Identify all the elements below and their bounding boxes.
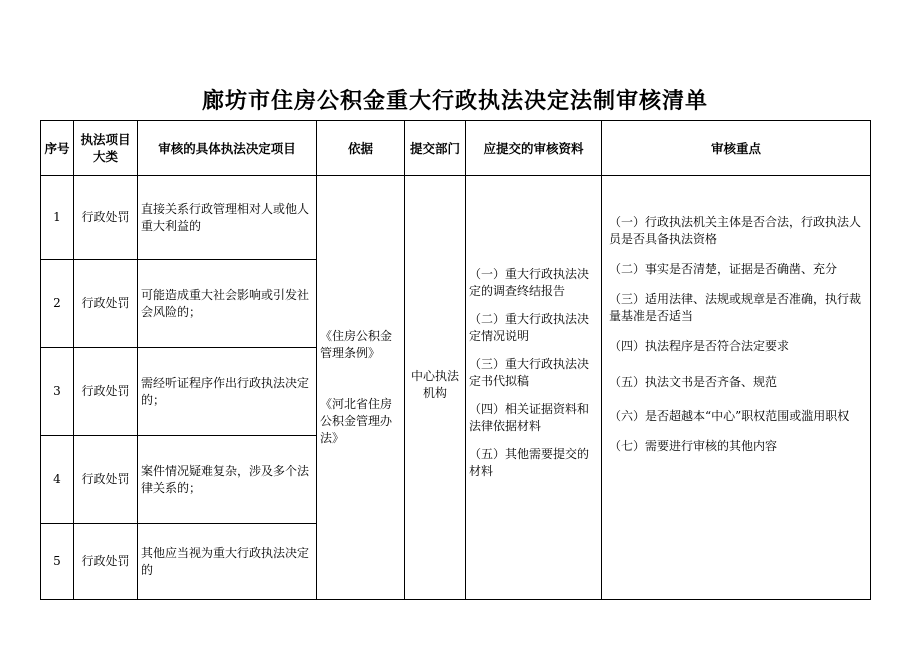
- review-table: [40, 120, 871, 600]
- material-item: （二）重大行政执法决定情况说明: [469, 312, 590, 343]
- focus-item: （七）需要进行审核的其他内容: [609, 439, 778, 453]
- material-item: （四）相关证据资料和法律依据材料: [469, 402, 590, 433]
- row-seq: 1: [41, 176, 74, 260]
- row-category: 行政处罚: [74, 260, 138, 348]
- focus-item: （五）执法文书是否齐备、规范: [609, 375, 778, 389]
- focus-item: （二）事实是否清楚，证据是否确凿、充分: [609, 262, 838, 276]
- header-item: 审核的具体执法决定项目: [138, 121, 317, 176]
- page-title: 廊坊市住房公积金重大行政执法决定法制审核清单: [201, 89, 708, 114]
- row-item: 案件情况疑难复杂，涉及多个法律关系的；: [138, 436, 317, 524]
- materials-cell: [466, 176, 602, 600]
- row-category: 行政处罚: [74, 348, 138, 436]
- focus-item: （六）是否超越本“中心”职权范围或滥用职权: [609, 409, 850, 423]
- row-category: 行政处罚: [74, 176, 138, 260]
- row-item: 其他应当视为重大行政执法决定的: [138, 524, 317, 600]
- row-seq: 3: [41, 348, 74, 436]
- header-dept: 提交部门: [405, 121, 466, 176]
- header-seq: 序号: [41, 121, 74, 176]
- row-category: 行政处罚: [74, 436, 138, 524]
- table-row: [41, 176, 871, 260]
- row-seq: 2: [41, 260, 74, 348]
- focus-item: （一）行政执法机关主体是否合法，行政执法人员是否具备执法资格: [609, 215, 862, 246]
- row-item: 可能造成重大社会影响或引发社会风险的；: [138, 260, 317, 348]
- header-category: 执法项目大类: [74, 121, 138, 176]
- header-focus: 审核重点: [602, 121, 871, 176]
- row-category: 行政处罚: [74, 524, 138, 600]
- header-materials: 应提交的审核资料: [466, 121, 602, 176]
- dept-cell: 中心执法机构: [405, 176, 466, 600]
- row-item: 需经听证程序作出行政执法决定的；: [138, 348, 317, 436]
- row-seq: 4: [41, 436, 74, 524]
- material-item: （三）重大行政执法决定书代拟稿: [469, 357, 590, 388]
- basis-cell: [317, 176, 405, 600]
- basis-text: 《住房公积金管理条例》: [320, 329, 393, 360]
- focus-item: （三）适用法律、法规或规章是否准确，执行裁量基准是否适当: [609, 292, 862, 323]
- basis-text: 《河北省住房公积金管理办法》: [320, 397, 393, 445]
- focus-item: （四）执法程序是否符合法定要求: [609, 339, 790, 353]
- material-item: （一）重大行政执法决定的调查终结报告: [469, 267, 590, 298]
- material-item: （五）其他需要提交的材料: [469, 447, 590, 478]
- header-row: [41, 121, 871, 176]
- focus-cell: [602, 176, 871, 600]
- header-basis: 依据: [317, 121, 405, 176]
- row-item: 直接关系行政管理相对人或他人重大利益的: [138, 176, 317, 260]
- row-seq: 5: [41, 524, 74, 600]
